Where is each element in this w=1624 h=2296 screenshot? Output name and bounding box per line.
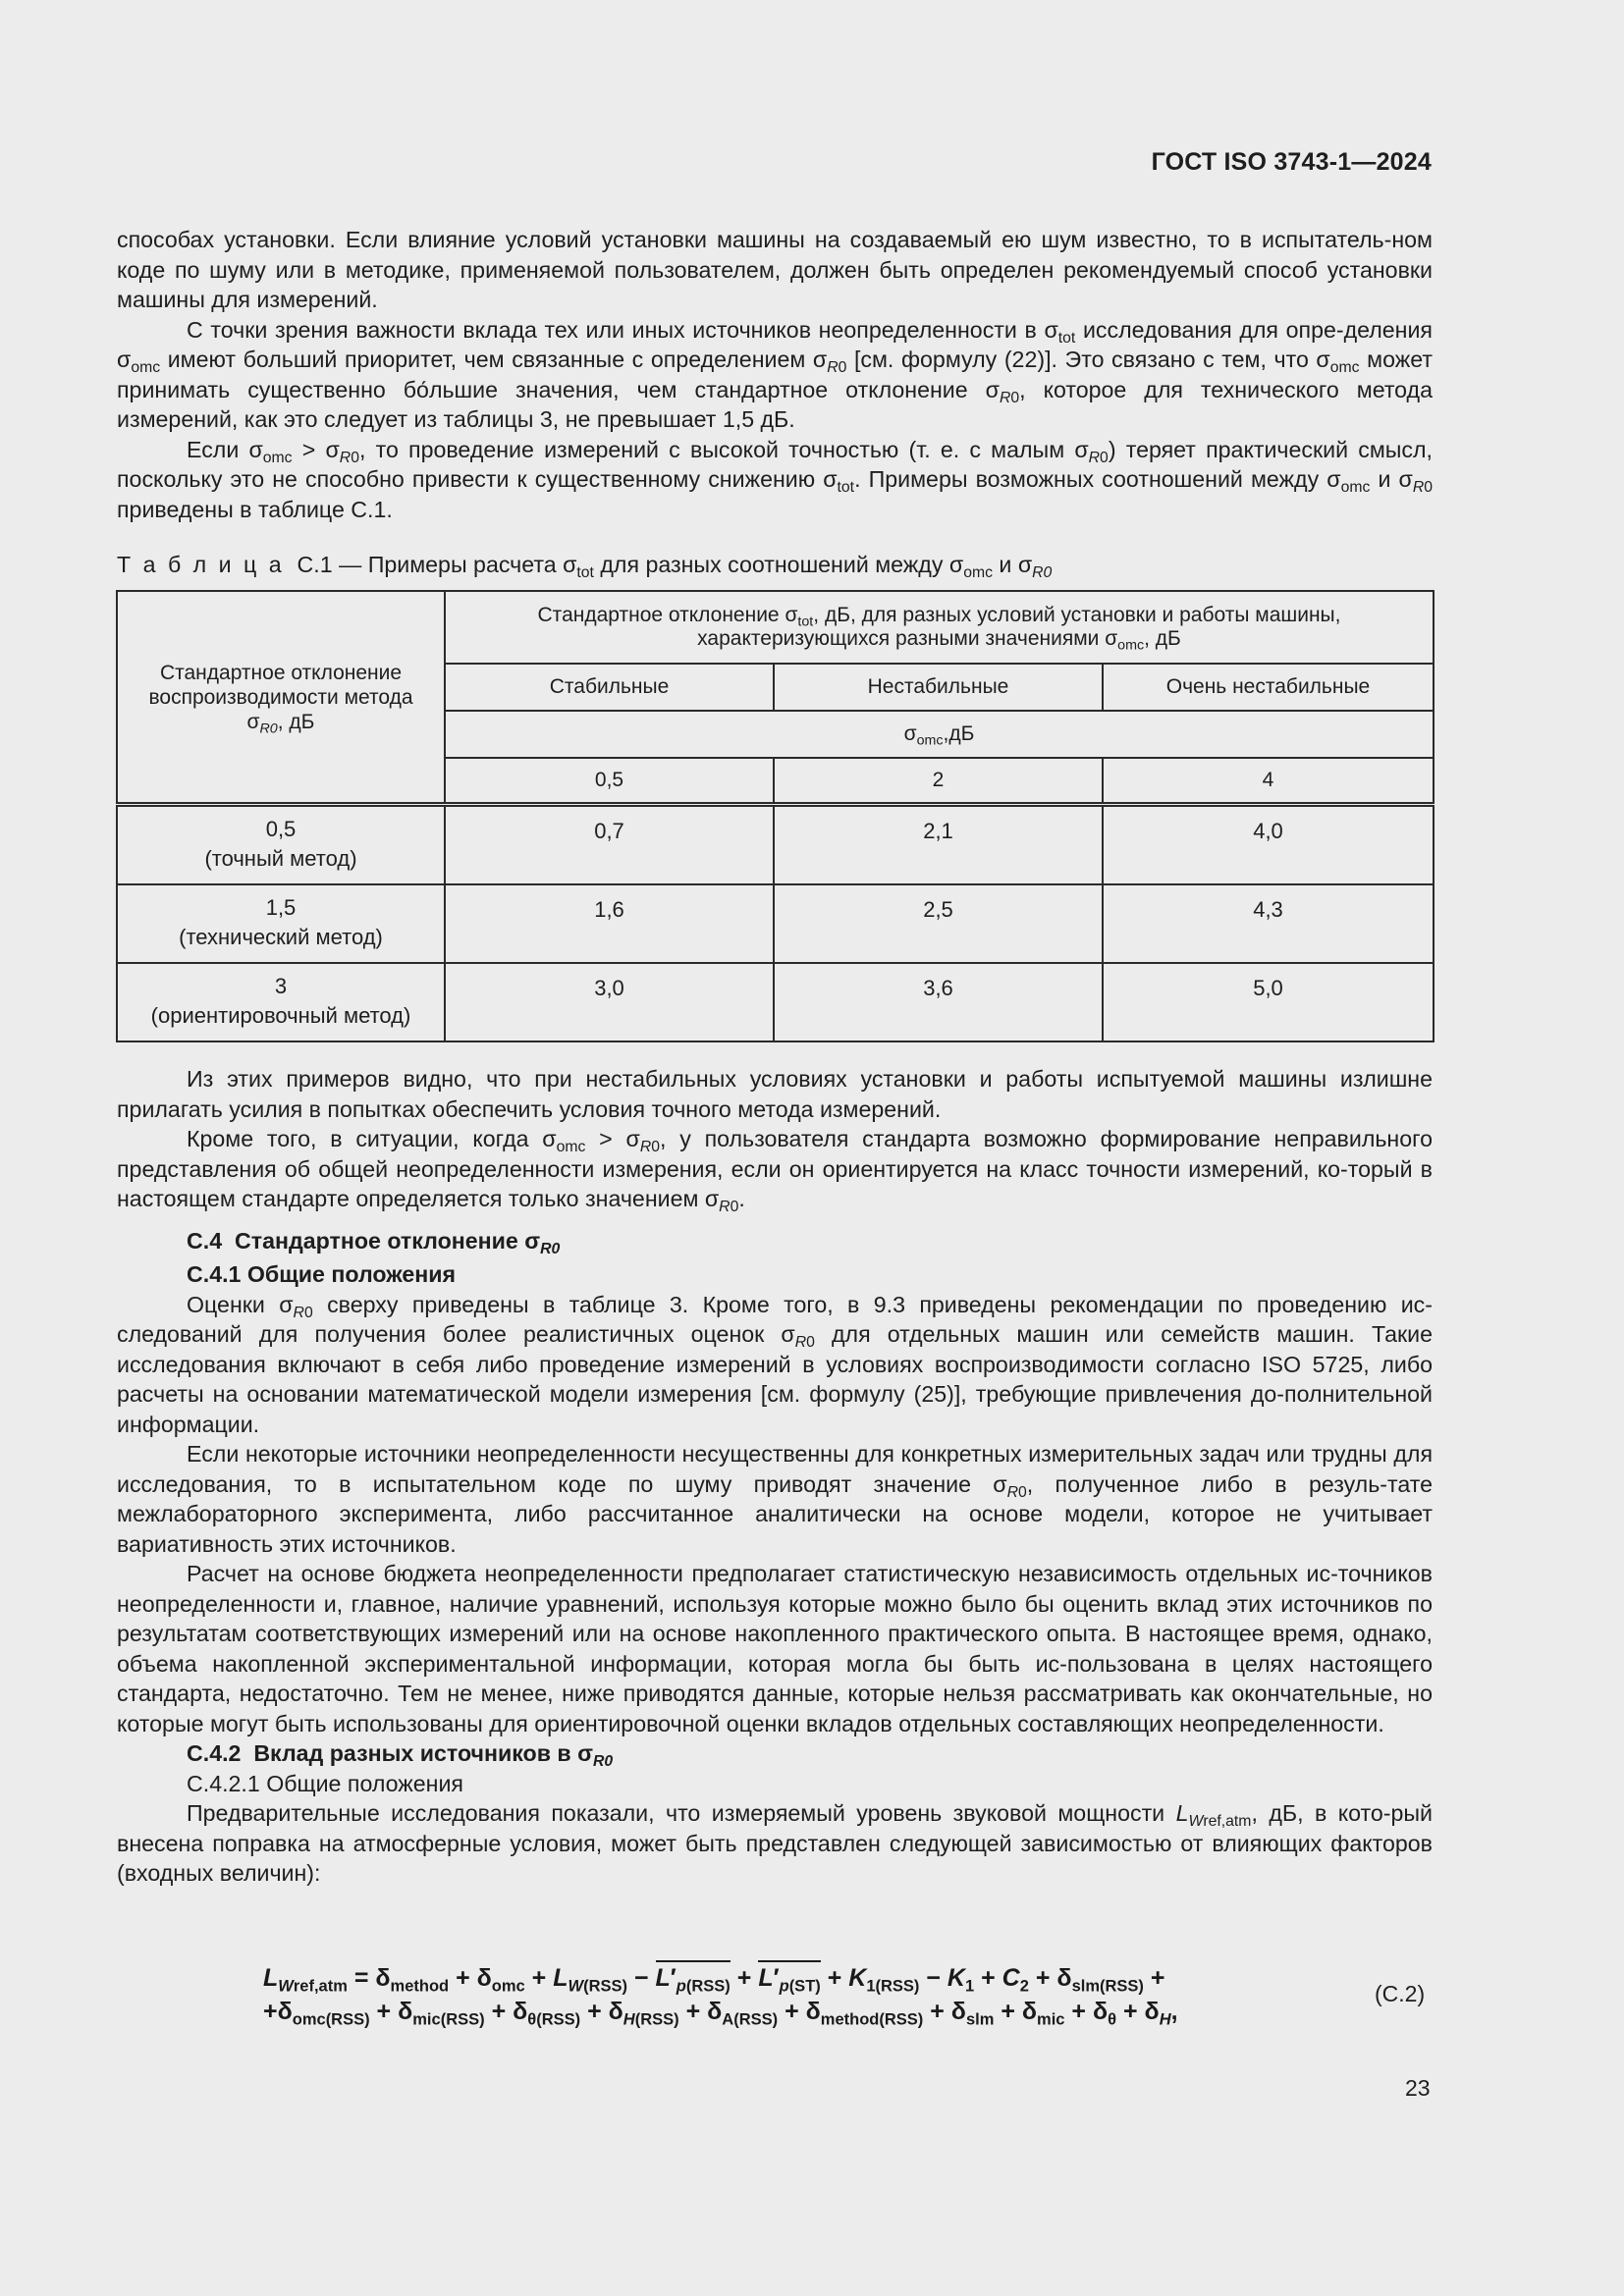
paragraph: способах установки. Если влияние условий установки машины на создаваемый ею шум известно, то в испытатель-ном коде по шуму или в методике, применяемой пользователем, должен быть определен рекомендуемый способ установки машины для измерений. (117, 227, 1433, 312)
table-cell: 2,1 (774, 805, 1103, 885)
paragraph: Из этих примеров видно, что при нестабильных условиях установки и работы испытуемой машины излишне прилагать усилия в попытках обеспечить условия точного метода измерений. (117, 1066, 1433, 1122)
table-cell: 4,3 (1103, 884, 1434, 963)
table-cell: 1,6 (445, 884, 774, 963)
table-cell: 4,0 (1103, 805, 1434, 885)
section-heading-c42: С.4.2 Вклад разных источников в $\sigma_{R0}$ (187, 1740, 614, 1771)
paragraph: Если некоторые источники неопределенности несущественны для конкретных измерительных задач или трудны для исследования, то в испытательном коде по шуму приводят значение $\sigma_{R0}$, полученное либо в резуль-тате межлабораторного эксперимента, либо рассчитанное аналитически на основе модели, которое не учитывает вариативность этих источников. (117, 1441, 1434, 1557)
section-heading-c4: С.4 Стандартное отклонение $\sigma_{R0}$ (187, 1227, 561, 1257)
formula-c2: $L_{Wref,atm} = \delta_{method} + \delta_{omc} + L_{W(RSS)} - L'_{p(RSS)} + L'_{p(ST)} + K_{1(RSS)} - K_1 + C_2 + \delta_{slm(RSS)}$ + $+\delta_{omc(RSS)} + \delta_{mic(RSS)} + \delta_{\theta(RSS)} + \delta_{H(RSS)} + \delta_{A(RSS)} + \delta_{method(RSS)} + \delta_{slm} + \delta_{mic} + \delta_\theta + \delta_H$, (263, 1961, 1178, 2028)
table-c1 (116, 590, 1433, 1042)
formula-number: (С.2) (1375, 1981, 1426, 2006)
page-number: 23 (1405, 2075, 1431, 2101)
paragraph: Оценки $\sigma_{R0}$ сверху приведены в таблице 3. Кроме того, в 9.3 приведены рекомендации по проведению ис-следований для получения более реалистичных оценок $\sigma_{R0}$ для отдельных машин или семейств машин. Такие исследования включают в себя либо проведение измерений в условиях воспроизводимости согласно ISO 5725, либо расчеты на основании математической модели измерения [см. формулу (25)], требующие привлечения до-полнительной информации. (117, 1291, 1434, 1437)
paragraph: Кроме того, в ситуации, когда $\sigma_{omc} > \sigma_{R0}$, у пользователя стандарта возможно формирование неправильного представления об общей неопределенности измерения, если он ориентируется на класс точности измерений, ко-торый в настоящем стандарте определяется только значением $\sigma_{R0}$. (117, 1126, 1433, 1216)
table-row-header: 0,5 (точный метод) (117, 805, 445, 885)
table-row-header: 3 (ориентировочный метод) (117, 963, 445, 1041)
table-row-header: 1,5 (технический метод) (117, 884, 445, 963)
paragraph: Предварительные исследования показали, что измеряемый уровень звуковой мощности $L_{Wref,atm}$, дБ, в кото-рый внесена поправка на атмосферные условия, может быть представлен следующей зависимостью от влияющих факторов (входных величин): (117, 1800, 1433, 1886)
table-caption: Т а б л и ц а С.1 — Примеры расчета $\sigma_{tot}$ для разных соотношений между $\sigma_{omc}$ и $\sigma_{R0}$ (117, 552, 1053, 582)
standard-header: ГОСТ ISO 3743-1—2024 (1151, 148, 1432, 176)
row-header-cell: Стандартное отклонение воспроизводимости метода $\sigma_{R0}$, дБ (117, 591, 445, 805)
condition-header: Нестабильные (774, 664, 1103, 711)
condition-header: Стабильные (445, 664, 774, 711)
table-cell: 5,0 (1103, 963, 1434, 1041)
section-heading-c421: С.4.2.1 Общие положения (187, 1770, 463, 1796)
table-cell: 3,6 (774, 963, 1103, 1041)
section-heading-c41: С.4.1 Общие положения (187, 1261, 457, 1287)
table-cell: 3,0 (445, 963, 774, 1041)
omc-value: 2 (774, 758, 1103, 805)
paragraph: Если $\sigma_{omc} > \sigma_{R0}$, то проведение измерений с высокой точностью (т. е. с малым $\sigma_{R0}$) теряет практический смысл, поскольку это не способно привести к существенному снижению $\sigma_{tot}$. Примеры возможных соотношений между $\sigma_{omc}$ и $\sigma_{R0}$ приведены в таблице С.1. (117, 436, 1434, 522)
intro-paragraphs (117, 225, 1433, 524)
paragraph: С точки зрения важности вклада тех или иных источников неопределенности в $\sigma_{tot}$ исследования для опре-деления $\sigma_{omc}$ имеют больший приоритет, чем связанные с определением $\sigma_{R0}$ [см. формулу (22)]. Это связано с тем, что $\sigma_{omc}$ может принимать существенно бо́льшие значения, чем стандартное отклонение $\sigma_{R0}$, которое для технического метода измерений, как это следует из таблицы 3, не превышает 1,5 дБ. (117, 316, 1433, 432)
sigma-omc-header: $\sigma_{omc},дБ$ (445, 711, 1434, 758)
body-text (117, 1064, 1433, 1889)
omc-value: 0,5 (445, 758, 774, 805)
omc-value: 4 (1103, 758, 1434, 805)
table-cell: 0,7 (445, 805, 774, 885)
column-group-header: Стандартное отклонение $\sigma_{tot}$, дБ, для разных условий установки и работы машины, характеризующихся разными значениями $\sigma_{omc}$, дБ (445, 591, 1434, 664)
table-cell: 2,5 (774, 884, 1103, 963)
condition-header: Очень нестабильные (1103, 664, 1434, 711)
paragraph: Расчет на основе бюджета неопределенности предполагает статистическую независимость отдельных ис-точников неопределенности и, главное, наличие уравнений, используя которые можно было бы оценить вклад этих источников по результатам соответствующих измерений или на основе накопленного практического опыта. В настоящее время, однако, объема накопленной экспериментальной информации, которая могла бы быть ис-пользована в целях настоящего стандарта, недостаточно. Тем не менее, ниже приводятся данные, которые нельзя рассматривать как окончательные, но которые могут быть использованы для ориентировочной оценки вкладов отдельных составляющих неопределенности. (117, 1561, 1433, 1736)
